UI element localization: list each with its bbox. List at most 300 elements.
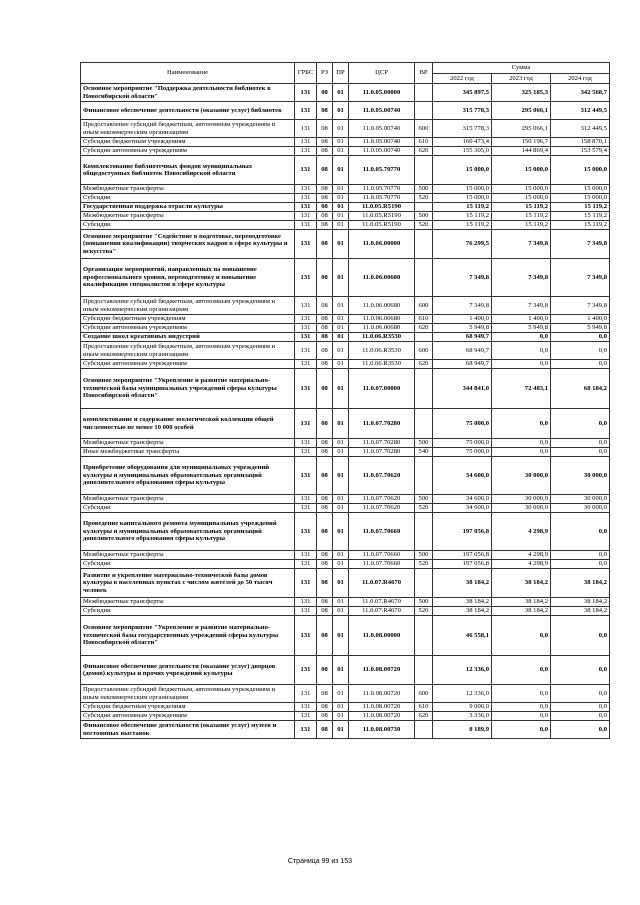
row-pr: 01	[333, 656, 349, 685]
row-sum-2022: 12 336,0	[433, 685, 492, 703]
table-row	[81, 194, 610, 203]
header-name: Наименование	[81, 63, 295, 84]
row-rz: 08	[317, 656, 333, 685]
row-grbs: 131	[295, 513, 317, 551]
row-csr: 11.0.07.R4670	[349, 569, 415, 598]
row-grbs: 131	[295, 315, 317, 324]
row-pr: 01	[333, 230, 349, 259]
row-vr: 500	[415, 495, 433, 504]
row-pr: 01	[333, 598, 349, 607]
row-rz: 08	[317, 333, 333, 342]
table-row	[81, 551, 610, 560]
row-grbs: 131	[295, 616, 317, 656]
table-row	[81, 495, 610, 504]
row-csr: 11.0.07.70280	[349, 409, 415, 439]
row-pr: 01	[333, 712, 349, 721]
row-sum-2022: 34 600,0	[433, 457, 492, 495]
row-sum-2023: 0,0	[492, 656, 551, 685]
row-rz: 08	[317, 212, 333, 221]
row-csr: 11.0.06.R3530	[349, 333, 415, 342]
row-sum-2022: 38 184,2	[433, 598, 492, 607]
row-vr: 500	[415, 185, 433, 194]
row-sum-2024: 0,0	[551, 342, 610, 360]
page-number: Страница 99 из 153	[287, 858, 353, 865]
row-rz: 08	[317, 120, 333, 138]
row-sum-2022: 197 056,8	[433, 560, 492, 569]
row-vr	[415, 721, 433, 739]
row-sum-2024: 0,0	[551, 448, 610, 457]
table-row	[81, 84, 610, 102]
row-sum-2023: 0,0	[492, 439, 551, 448]
row-sum-2023: 0,0	[492, 685, 551, 703]
row-pr: 01	[333, 203, 349, 212]
row-pr: 01	[333, 297, 349, 315]
row-sum-2024: 0,0	[551, 703, 610, 712]
row-grbs: 131	[295, 712, 317, 721]
row-grbs: 131	[295, 598, 317, 607]
table-row	[81, 513, 610, 551]
row-vr	[415, 569, 433, 598]
row-sum-2022: 7 349,8	[433, 297, 492, 315]
table-row	[81, 315, 610, 324]
row-pr: 01	[333, 147, 349, 156]
row-name: Субсидии	[81, 607, 295, 616]
row-vr: 500	[415, 551, 433, 560]
row-grbs: 131	[295, 147, 317, 156]
row-name: Субсидии бюджетным учреждениям	[81, 703, 295, 712]
row-vr: 610	[415, 138, 433, 147]
row-csr: 11.0.05.00740	[349, 120, 415, 138]
row-csr: 11.0.06.00680	[349, 259, 415, 297]
row-sum-2022: 68 949,7	[433, 333, 492, 342]
row-name: Иные межбюджетные трансферты	[81, 448, 295, 457]
row-pr: 01	[333, 138, 349, 147]
row-sum-2024: 312 449,5	[551, 120, 610, 138]
table-row	[81, 369, 610, 409]
row-sum-2024: 0,0	[551, 721, 610, 739]
row-vr	[415, 457, 433, 495]
row-rz: 08	[317, 342, 333, 360]
table-row	[81, 712, 610, 721]
row-grbs: 131	[295, 703, 317, 712]
row-sum-2024: 68 184,2	[551, 369, 610, 409]
row-pr: 01	[333, 607, 349, 616]
row-csr: 11.0.07.70620	[349, 457, 415, 495]
row-sum-2023: 38 184,2	[492, 607, 551, 616]
row-grbs: 131	[295, 439, 317, 448]
row-sum-2024: 7 349,8	[551, 259, 610, 297]
row-rz: 08	[317, 297, 333, 315]
row-rz: 08	[317, 616, 333, 656]
row-sum-2023: 0,0	[492, 360, 551, 369]
row-name: Финансовое обеспечение деятельности (оказание услуг) музеев и постоянных выставок	[81, 721, 295, 739]
row-grbs: 131	[295, 360, 317, 369]
row-rz: 08	[317, 598, 333, 607]
row-grbs: 131	[295, 448, 317, 457]
row-name: Субсидии автономным учреждениям	[81, 147, 295, 156]
row-sum-2024: 312 449,5	[551, 102, 610, 120]
row-rz: 08	[317, 551, 333, 560]
row-csr: 11.0.05.R5190	[349, 203, 415, 212]
row-sum-2023: 15 000,0	[492, 156, 551, 185]
table-row	[81, 297, 610, 315]
row-sum-2024: 15 000,0	[551, 194, 610, 203]
row-name: Проведение капитального ремонта муниципальных учреждений культуры и муниципальных образовательных организаций дополнительного образования сферы культуры	[81, 513, 295, 551]
row-name: Межбюджетные трансферты	[81, 439, 295, 448]
row-vr: 520	[415, 504, 433, 513]
row-sum-2024: 153 579,4	[551, 147, 610, 156]
row-sum-2022: 15 000,0	[433, 185, 492, 194]
row-vr: 520	[415, 194, 433, 203]
row-csr: 11.0.06.00680	[349, 297, 415, 315]
row-rz: 08	[317, 448, 333, 457]
row-sum-2024: 30 000,0	[551, 504, 610, 513]
row-sum-2022: 75 000,0	[433, 448, 492, 457]
row-name: Основное мероприятие "Укрепление и развитие материально-технической базы государственных учреждений сферы культуры Новосибирской области"	[81, 616, 295, 656]
row-sum-2024: 158 870,1	[551, 138, 610, 147]
table-row	[81, 324, 610, 333]
row-vr: 520	[415, 560, 433, 569]
row-grbs: 131	[295, 297, 317, 315]
row-sum-2023: 30 000,0	[492, 504, 551, 513]
row-sum-2024: 0,0	[551, 712, 610, 721]
row-sum-2022: 38 184,2	[433, 607, 492, 616]
row-vr	[415, 656, 433, 685]
row-csr: 11.0.07.70280	[349, 439, 415, 448]
table-row	[81, 185, 610, 194]
row-sum-2023: 7 349,8	[492, 230, 551, 259]
row-sum-2024: 30 000,0	[551, 457, 610, 495]
row-rz: 08	[317, 84, 333, 102]
row-sum-2022: 315 778,3	[433, 102, 492, 120]
row-sum-2022: 8 189,9	[433, 721, 492, 739]
row-csr: 11.0.05.00740	[349, 102, 415, 120]
row-csr: 11.0.07.70660	[349, 513, 415, 551]
row-pr: 01	[333, 315, 349, 324]
row-grbs: 131	[295, 457, 317, 495]
row-sum-2024: 0,0	[551, 409, 610, 439]
header-pr: ПР	[333, 63, 349, 84]
row-vr	[415, 616, 433, 656]
row-sum-2024: 38 184,2	[551, 598, 610, 607]
row-sum-2023: 7 349,8	[492, 259, 551, 297]
row-pr: 01	[333, 495, 349, 504]
row-sum-2024: 15 119,2	[551, 221, 610, 230]
row-sum-2023: 325 185,3	[492, 84, 551, 102]
row-vr	[415, 156, 433, 185]
table-row	[81, 156, 610, 185]
row-rz: 08	[317, 315, 333, 324]
row-sum-2024: 30 000,0	[551, 495, 610, 504]
row-vr: 500	[415, 212, 433, 221]
row-vr: 610	[415, 703, 433, 712]
row-csr: 11.0.05.00000	[349, 84, 415, 102]
row-sum-2024: 15 000,0	[551, 156, 610, 185]
row-name: Субсидии автономным учреждениям	[81, 360, 295, 369]
row-name: Комплектование библиотечных фондов муниципальных общедоступных библиотек Новосибирской области	[81, 156, 295, 185]
row-pr: 01	[333, 156, 349, 185]
row-sum-2022: 315 778,3	[433, 120, 492, 138]
row-vr	[415, 230, 433, 259]
row-sum-2022: 34 600,0	[433, 495, 492, 504]
row-name: Предоставление субсидий бюджетным, автономным учреждениям и иным некоммерческим организациям	[81, 685, 295, 703]
row-rz: 08	[317, 102, 333, 120]
table-row	[81, 230, 610, 259]
row-sum-2022: 1 400,0	[433, 315, 492, 324]
row-rz: 08	[317, 495, 333, 504]
table-row	[81, 342, 610, 360]
row-sum-2022: 34 600,0	[433, 504, 492, 513]
row-sum-2022: 75 000,0	[433, 409, 492, 439]
row-pr: 01	[333, 194, 349, 203]
row-name: Межбюджетные трансферты	[81, 212, 295, 221]
row-sum-2023: 0,0	[492, 448, 551, 457]
table-row	[81, 616, 610, 656]
row-sum-2022: 15 000,0	[433, 156, 492, 185]
row-sum-2022: 15 119,2	[433, 203, 492, 212]
row-sum-2023: 15 000,0	[492, 185, 551, 194]
row-pr: 01	[333, 84, 349, 102]
row-sum-2024: 0,0	[551, 551, 610, 560]
table-row	[81, 598, 610, 607]
row-csr: 11.0.05.R5190	[349, 221, 415, 230]
row-csr: 11.0.07.70280	[349, 448, 415, 457]
row-sum-2024: 0,0	[551, 685, 610, 703]
row-rz: 08	[317, 230, 333, 259]
row-vr: 600	[415, 685, 433, 703]
row-vr	[415, 102, 433, 120]
row-grbs: 131	[295, 342, 317, 360]
row-sum-2024: 15 119,2	[551, 212, 610, 221]
table-row	[81, 439, 610, 448]
row-sum-2022: 15 000,0	[433, 194, 492, 203]
row-rz: 08	[317, 221, 333, 230]
row-sum-2024: 0,0	[551, 333, 610, 342]
row-csr: 11.0.05.00740	[349, 147, 415, 156]
row-sum-2024: 38 184,2	[551, 607, 610, 616]
row-sum-2024: 0,0	[551, 616, 610, 656]
row-name: Создание школ креативных индустрий	[81, 333, 295, 342]
header-sum: Сумма	[433, 63, 610, 74]
row-rz: 08	[317, 504, 333, 513]
row-pr: 01	[333, 102, 349, 120]
row-sum-2023: 30 000,0	[492, 495, 551, 504]
row-sum-2023: 0,0	[492, 342, 551, 360]
row-sum-2024: 0,0	[551, 439, 610, 448]
row-rz: 08	[317, 409, 333, 439]
row-sum-2022: 15 119,2	[433, 212, 492, 221]
row-name: Основное мероприятие "Содействие в подготовке, переподготовке (повышении квалификации) творческих кадров в сфере культуры и искусства"	[81, 230, 295, 259]
row-rz: 08	[317, 259, 333, 297]
row-vr: 600	[415, 120, 433, 138]
row-grbs: 131	[295, 212, 317, 221]
table-row	[81, 102, 610, 120]
row-csr: 11.0.08.00000	[349, 616, 415, 656]
table-body	[81, 84, 610, 739]
header-year-2023: 2023 год	[492, 74, 551, 84]
row-vr	[415, 369, 433, 409]
row-sum-2023: 5 949,8	[492, 324, 551, 333]
row-rz: 08	[317, 324, 333, 333]
row-pr: 01	[333, 185, 349, 194]
row-sum-2023: 0,0	[492, 703, 551, 712]
row-sum-2023: 0,0	[492, 712, 551, 721]
row-pr: 01	[333, 369, 349, 409]
row-pr: 01	[333, 212, 349, 221]
row-name: Развитие и укрепление материально-технической базы домов культуры в населенных пунктах с числом жителей до 50 тысяч человек	[81, 569, 295, 598]
row-grbs: 131	[295, 203, 317, 212]
row-csr: 11.0.07.R4670	[349, 607, 415, 616]
row-pr: 01	[333, 504, 349, 513]
row-sum-2022: 5 949,8	[433, 324, 492, 333]
table-row	[81, 656, 610, 685]
row-sum-2022: 46 558,1	[433, 616, 492, 656]
row-vr: 500	[415, 439, 433, 448]
row-grbs: 131	[295, 504, 317, 513]
row-sum-2023: 295 066,1	[492, 102, 551, 120]
row-sum-2023: 15 000,0	[492, 194, 551, 203]
row-sum-2022: 68 949,7	[433, 342, 492, 360]
row-sum-2023: 15 119,2	[492, 203, 551, 212]
row-name: Межбюджетные трансферты	[81, 185, 295, 194]
row-vr	[415, 333, 433, 342]
row-name: Предоставление субсидий бюджетным, автономным учреждениям и иным некоммерческим организациям	[81, 297, 295, 315]
row-name: Основное мероприятие "Поддержка деятельности библиотек в Новосибирской области"	[81, 84, 295, 102]
row-sum-2023: 4 298,9	[492, 551, 551, 560]
table-row	[81, 259, 610, 297]
row-csr: 11.0.08.00720	[349, 656, 415, 685]
row-csr: 11.0.07.70620	[349, 495, 415, 504]
table-row	[81, 221, 610, 230]
row-csr: 11.0.06.00680	[349, 324, 415, 333]
row-sum-2024: 15 000,0	[551, 185, 610, 194]
row-sum-2022: 160 473,4	[433, 138, 492, 147]
row-sum-2022: 15 119,2	[433, 221, 492, 230]
row-name: Межбюджетные трансферты	[81, 551, 295, 560]
row-csr: 11.0.08.00720	[349, 712, 415, 721]
row-sum-2022: 7 349,8	[433, 259, 492, 297]
row-sum-2022: 3 336,0	[433, 712, 492, 721]
row-pr: 01	[333, 333, 349, 342]
row-csr: 11.0.07.R4670	[349, 598, 415, 607]
row-csr: 11.0.05.70770	[349, 156, 415, 185]
row-sum-2022: 344 841,0	[433, 369, 492, 409]
row-vr	[415, 259, 433, 297]
row-sum-2024: 1 400,0	[551, 315, 610, 324]
row-pr: 01	[333, 703, 349, 712]
row-grbs: 131	[295, 185, 317, 194]
row-csr: 11.0.05.00740	[349, 138, 415, 147]
row-sum-2023: 144 869,4	[492, 147, 551, 156]
row-pr: 01	[333, 560, 349, 569]
row-sum-2023: 4 298,9	[492, 513, 551, 551]
budget-table	[80, 62, 610, 739]
row-rz: 08	[317, 712, 333, 721]
row-name: Предоставление субсидий бюджетным, автономным учреждениям и иным некоммерческим организациям	[81, 342, 295, 360]
row-rz: 08	[317, 439, 333, 448]
row-rz: 08	[317, 369, 333, 409]
table-row	[81, 333, 610, 342]
row-name: Субсидии бюджетным учреждениям	[81, 315, 295, 324]
row-sum-2023: 4 298,9	[492, 560, 551, 569]
row-csr: 11.0.06.00680	[349, 315, 415, 324]
row-name: комплектование и содержание зоологической коллекции общей численностью не менее 10 000 особей	[81, 409, 295, 439]
row-sum-2024: 7 349,8	[551, 297, 610, 315]
row-sum-2024: 0,0	[551, 360, 610, 369]
table-row	[81, 448, 610, 457]
row-name: Субсидии	[81, 194, 295, 203]
row-csr: 11.0.06.R3530	[349, 342, 415, 360]
table-row	[81, 203, 610, 212]
row-csr: 11.0.07.70660	[349, 551, 415, 560]
row-rz: 08	[317, 513, 333, 551]
row-pr: 01	[333, 551, 349, 560]
row-grbs: 131	[295, 138, 317, 147]
row-vr	[415, 84, 433, 102]
row-sum-2023: 7 349,8	[492, 297, 551, 315]
table-row	[81, 569, 610, 598]
row-name: Субсидии	[81, 504, 295, 513]
row-pr: 01	[333, 685, 349, 703]
row-pr: 01	[333, 221, 349, 230]
row-grbs: 131	[295, 156, 317, 185]
row-csr: 11.0.06.00000	[349, 230, 415, 259]
row-vr: 600	[415, 297, 433, 315]
row-pr: 01	[333, 616, 349, 656]
row-sum-2023: 72 483,1	[492, 369, 551, 409]
header-year-2022: 2022 год	[433, 74, 492, 84]
table-row	[81, 504, 610, 513]
row-grbs: 131	[295, 656, 317, 685]
row-name: Приобретение оборудования для муниципальных учреждений культуры и муниципальных образовательных организаций дополнительного образования сферы культуры	[81, 457, 295, 495]
row-rz: 08	[317, 703, 333, 712]
row-vr: 500	[415, 598, 433, 607]
row-csr: 11.0.05.70770	[349, 194, 415, 203]
row-vr: 520	[415, 607, 433, 616]
row-vr: 610	[415, 315, 433, 324]
row-sum-2024: 7 349,8	[551, 230, 610, 259]
row-csr: 11.0.07.00000	[349, 369, 415, 409]
row-csr: 11.0.05.70770	[349, 185, 415, 194]
row-name: Субсидии	[81, 560, 295, 569]
row-pr: 01	[333, 360, 349, 369]
row-grbs: 131	[295, 230, 317, 259]
table-row	[81, 147, 610, 156]
row-sum-2024: 0,0	[551, 560, 610, 569]
row-sum-2023: 0,0	[492, 721, 551, 739]
row-name: Финансовое обеспечение деятельности (оказание услуг) библиотек	[81, 102, 295, 120]
row-pr: 01	[333, 324, 349, 333]
row-sum-2022: 75 000,0	[433, 439, 492, 448]
row-rz: 08	[317, 360, 333, 369]
row-rz: 08	[317, 721, 333, 739]
row-rz: 08	[317, 685, 333, 703]
row-name: Субсидии автономным учреждениям	[81, 712, 295, 721]
row-sum-2023: 15 119,2	[492, 221, 551, 230]
row-name: Субсидии автономным учреждениям	[81, 324, 295, 333]
row-grbs: 131	[295, 551, 317, 560]
row-sum-2024: 342 568,7	[551, 84, 610, 102]
row-sum-2022: 38 184,2	[433, 569, 492, 598]
row-rz: 08	[317, 185, 333, 194]
row-rz: 08	[317, 457, 333, 495]
row-pr: 01	[333, 457, 349, 495]
row-grbs: 131	[295, 102, 317, 120]
row-rz: 08	[317, 203, 333, 212]
table-row	[81, 212, 610, 221]
row-csr: 11.0.08.00720	[349, 685, 415, 703]
row-vr: 600	[415, 342, 433, 360]
